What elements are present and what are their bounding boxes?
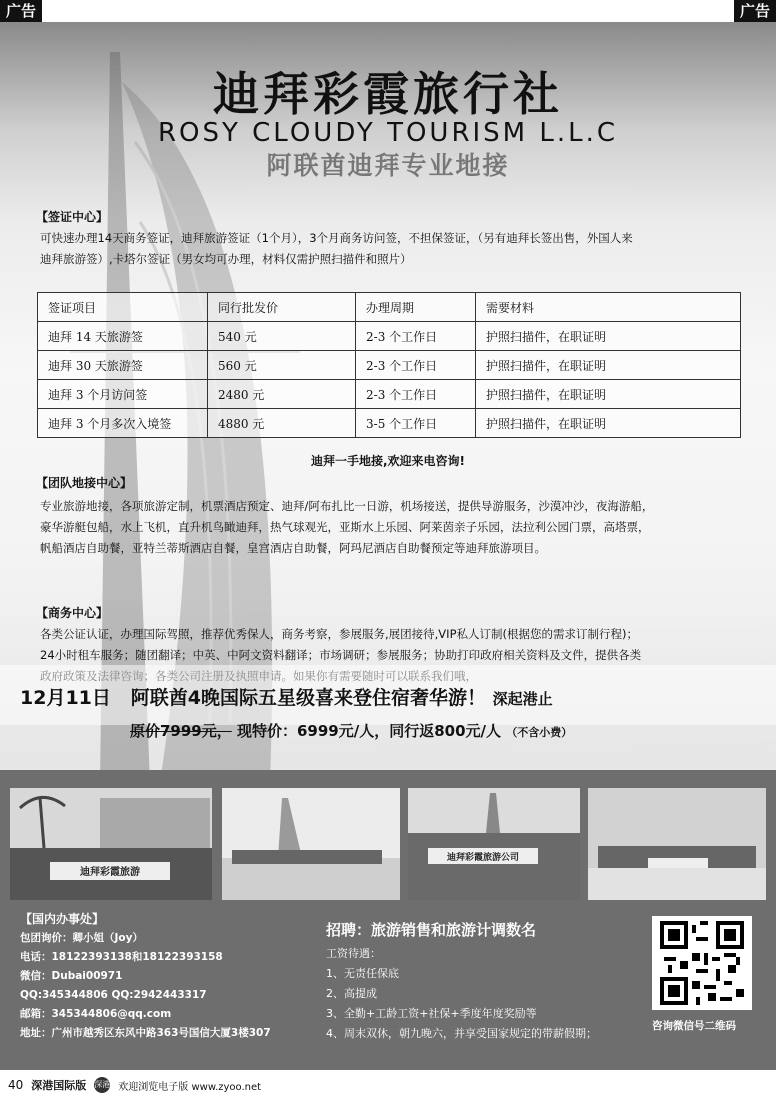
- group-body: [40, 496, 750, 559]
- office-email: 邮箱：345344806@qq.com: [20, 1008, 172, 1020]
- table-cell: 3-5 个工作日: [356, 409, 476, 438]
- table-cell: 护照扫描件，在职证明: [476, 322, 741, 351]
- qr-label: 咨询微信号二维码: [652, 1020, 736, 1032]
- office-address: 地址：广州市越秀区东风中路363号国信大厦3楼307: [20, 1027, 271, 1039]
- promo-date: 12月11日: [20, 687, 111, 709]
- recruitment: [326, 920, 597, 1044]
- page-number: 40: [8, 1078, 24, 1092]
- office-phone: 电话：18122393138和18122393158: [20, 951, 223, 963]
- promo-original-price: 原价7999元，: [130, 722, 232, 740]
- group-line: 豪华游艇包船，水上飞机，直升机鸟瞰迪拜，热气球观光，亚斯水上乐园、阿莱茵亲子乐园，法拉利公园门票，高塔票，: [40, 520, 650, 534]
- table-row: [38, 409, 741, 438]
- table-header-cell: 需要材料: [476, 293, 741, 322]
- ad-tag-left: 广告: [0, 0, 42, 22]
- office-contact: 包团询价：卿小姐（Joy）: [20, 932, 143, 944]
- table-row: [38, 380, 741, 409]
- promo-price: [130, 720, 572, 741]
- publication-logo-icon: 深港: [94, 1077, 110, 1093]
- benefit-item: 3、全勤+工龄工资+社保+季度年度奖励等: [326, 1007, 537, 1020]
- visa-heading: 【签证中心】: [36, 210, 109, 224]
- business-heading: 【商务中心】: [36, 606, 109, 620]
- visa-slogan: 迪拜一手地接,欢迎来电咨询!: [310, 454, 466, 468]
- group-line: 帆船酒店自助餐，亚特兰蒂斯酒店自餐，皇宫酒店自助餐，阿玛尼酒店自助餐预定等迪拜旅游项目。: [40, 541, 546, 555]
- promo-title: 阿联酋4晚国际五星级喜来登住宿奢华游！: [130, 687, 486, 709]
- office-qq: QQ:345344806 QQ:2942443317: [20, 989, 207, 1001]
- table-cell: 4880 元: [208, 409, 356, 438]
- table-header-row: [38, 293, 741, 322]
- business-line: 24小时租车服务；随团翻译；中英、中阿文资料翻译；市场调研；参展服务；协助打印政府相关资料及文件，提供各类: [40, 648, 642, 662]
- group-line: 专业旅游地接，各项旅游定制，机票酒店预定、迪拜/阿布扎比一日游，机场接送，提供导游服务，沙漠冲沙，夜海游船，: [40, 499, 654, 513]
- office-heading: 【国内办事处】: [20, 912, 105, 926]
- group-photo-4: [588, 788, 766, 900]
- table-cell: 迪拜 3 个月多次入境签: [38, 409, 208, 438]
- table-cell: 2-3 个工作日: [356, 351, 476, 380]
- promo-note: （不含小费）: [506, 726, 573, 739]
- visa-intro: [40, 228, 750, 270]
- table-cell: 2480 元: [208, 380, 356, 409]
- table-cell: 迪拜 30 天旅游签: [38, 351, 208, 380]
- banner-text: 迪拜彩霞旅游: [80, 867, 140, 878]
- visa-price-table: [37, 292, 741, 438]
- business-line: 各类公证认证，办理国际驾照，推荐优秀保人，商务考察，参展服务,展团接待,VIP私人订制(根据您的需求订制行程)；: [40, 627, 638, 641]
- domestic-office: [20, 910, 271, 1043]
- page-footer: [0, 1070, 776, 1100]
- group-photo-1: [10, 788, 212, 900]
- table-cell: 560 元: [208, 351, 356, 380]
- benefit-item: 4、周末双休，朝九晚六，并享受国家规定的带薪假期；: [326, 1027, 597, 1040]
- agency-name-en: ROSY CLOUDY TOURISM L.L.C: [157, 118, 619, 148]
- group-heading: 【团队地接中心】: [36, 476, 133, 490]
- table-cell: 2-3 个工作日: [356, 322, 476, 351]
- poster-bottom: [0, 770, 776, 1070]
- visa-intro-line: 可快速办理14天商务签证，迪拜旅游签证（1个月），3个月商务访问签，不担保签证，（另有迪拜长签出售，外国人来: [40, 231, 633, 245]
- group-photo-2: [222, 788, 400, 900]
- agency-tagline: 阿联酋迪拜专业地接: [266, 151, 510, 180]
- publication-name: 深港国际版: [31, 1079, 87, 1092]
- group-photo-3: [408, 788, 580, 900]
- office-wechat: 微信：Dubai00971: [20, 970, 123, 982]
- table-row: [38, 351, 741, 380]
- table-cell: 护照扫描件，在职证明: [476, 380, 741, 409]
- promo-route: 深起港止: [492, 690, 553, 708]
- table-header-cell: 同行批发价: [208, 293, 356, 322]
- recruitment-heading: 招聘：旅游销售和旅游计调数名: [326, 921, 537, 939]
- benefit-item: 2、高提成: [326, 987, 377, 1000]
- promo-special-price: 现特价：6999元/人，同行返800元/人: [236, 722, 502, 740]
- table-cell: 540 元: [208, 322, 356, 351]
- table-cell: 护照扫描件，在职证明: [476, 351, 741, 380]
- benefit-item: 1、无责任保底: [326, 967, 399, 980]
- benefits-label: 工资待遇：: [326, 947, 381, 960]
- table-cell: 迪拜 3 个月访问签: [38, 380, 208, 409]
- table-cell: 护照扫描件，在职证明: [476, 409, 741, 438]
- table-cell: 迪拜 14 天旅游签: [38, 322, 208, 351]
- banner-text: 迪拜彩霞旅游公司: [446, 853, 520, 863]
- table-header-cell: 签证项目: [38, 293, 208, 322]
- visa-intro-line: 迪拜旅游签）,卡塔尔签证（男女均可办理，材料仅需护照扫描件和照片）: [40, 252, 412, 266]
- table-header-cell: 办理周期: [356, 293, 476, 322]
- agency-title: 迪拜彩霞旅行社: [213, 67, 563, 121]
- footer-website[interactable]: 欢迎浏览电子版 www.zyoo.net: [118, 1081, 262, 1093]
- promo-headline: [20, 683, 553, 710]
- table-cell: 2-3 个工作日: [356, 380, 476, 409]
- ad-tag-right: 广告: [734, 0, 776, 22]
- wechat-qr-code: [652, 916, 752, 1010]
- table-row: [38, 322, 741, 351]
